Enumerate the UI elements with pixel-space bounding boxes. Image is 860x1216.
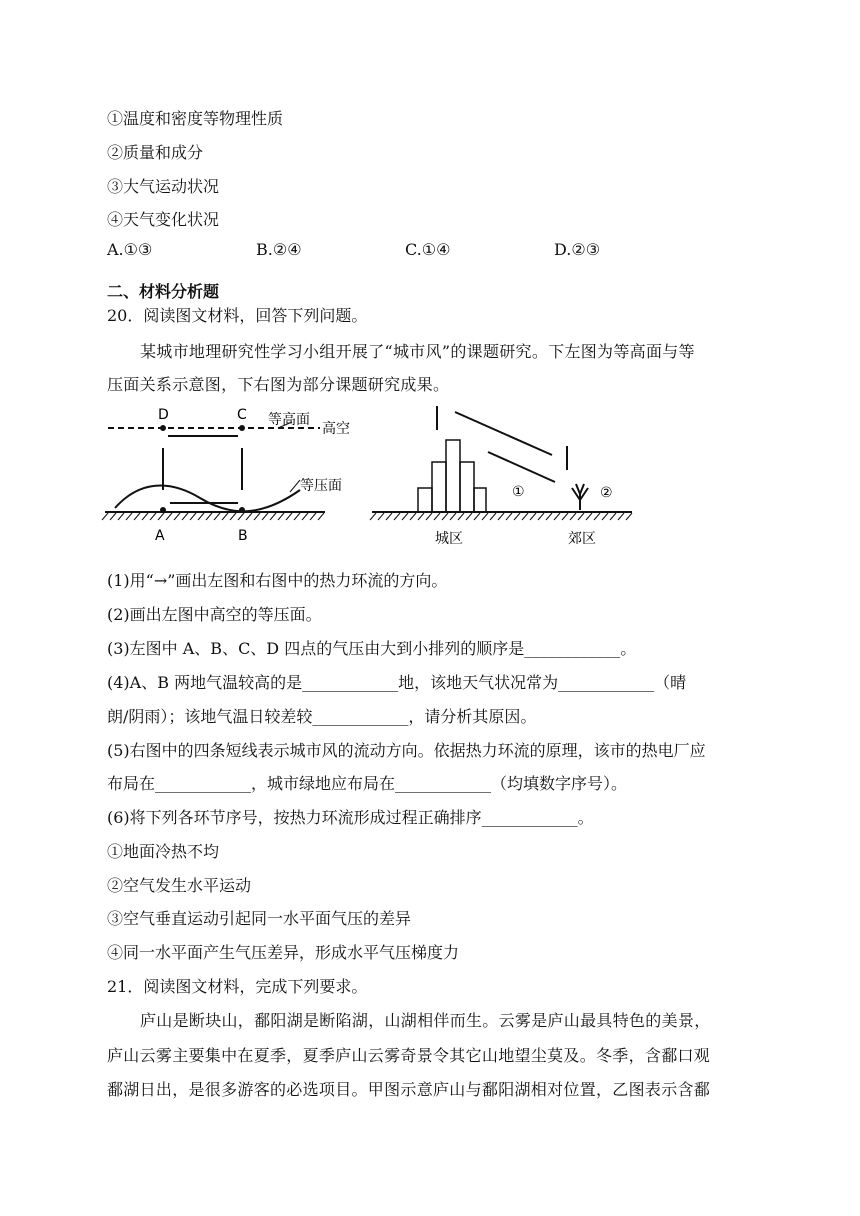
left-ground-hatch: [102, 513, 324, 520]
q20-sub-5a: (5)右图中的四条短线表示城市风的流动方向。依据热力环流的原理，该市的热电厂应: [107, 741, 706, 760]
q19-option-b: B.②④: [256, 240, 302, 259]
q20-sub-4a: (4)A、B 两地气温较高的是____________地，该地天气状况常为____________（晴: [107, 673, 687, 692]
q20-material-line-1: 某城市地理研究性学习小组开展了“城市风”的课题研究。下左图为等高面与等: [140, 342, 695, 361]
marker-1: ①: [512, 484, 525, 500]
label-high-altitude: 高空: [322, 421, 350, 437]
section-heading: 二、材料分析题: [107, 282, 220, 301]
q20-sub-1: (1)用“→”画出左图和右图中的热力环流的方向。: [107, 571, 448, 590]
q20-step-1: ①地面冷热不均: [107, 842, 220, 861]
flow-line-bottom: [488, 452, 555, 482]
label-city: 城区: [435, 531, 463, 547]
q20-step-4: ④同一水平面产生气压差异，形成水平气压梯度力: [107, 943, 460, 962]
q19-option-c: C.①④: [405, 240, 451, 259]
q20-sub-6: (6)将下列各环节序号，按热力环流形成过程正确排序____________。: [107, 808, 594, 827]
q20-step-2: ②空气发生水平运动: [107, 876, 252, 895]
label-d: D: [158, 407, 169, 423]
building-5: [474, 488, 486, 512]
q21-material-line-3: 鄱湖日出，是很多游客的必选项目。甲图示意庐山与鄱阳湖相对位置，乙图表示含鄱: [107, 1080, 711, 1099]
q21-material-line-1: 庐山是断块山，鄱阳湖是断陷湖，山湖相伴而生。云雾是庐山最具特色的美景，: [140, 1011, 711, 1030]
building-1: [418, 488, 432, 512]
q20-sub-5b: 布局在____________，城市绿地应布局在____________（均填数字序号）。: [107, 774, 628, 793]
q19-item-3: ③大气运动状况: [107, 177, 220, 196]
building-4: [460, 462, 474, 512]
q20-stem: 20．阅读图文材料，回答下列问题。: [107, 306, 368, 325]
q19-option-a: A.①③: [107, 240, 153, 259]
q19-item-2: ②质量和成分: [107, 143, 204, 162]
q20-sub-4b: 朗/阴雨）；该地气温日较差较____________，请分析其原因。: [107, 707, 537, 726]
label-b: B: [238, 528, 248, 544]
q20-sub-2: (2)画出左图中高空的等压面。: [107, 605, 322, 624]
q20-step-3: ③空气垂直运动引起同一水平面气压的差异: [107, 909, 412, 928]
point-b: [239, 507, 245, 513]
q19-item-1: ①温度和密度等物理性质: [107, 109, 284, 128]
label-isobar: 等压面: [300, 478, 342, 494]
q20-figure-svg: [100, 400, 640, 550]
label-suburb: 郊区: [568, 531, 596, 547]
tree-icon: [572, 484, 588, 510]
flow-line-top: [455, 412, 552, 455]
marker-2: ②: [600, 485, 613, 501]
label-isoheight: 等高面: [268, 412, 310, 428]
left-diagram: [102, 407, 350, 544]
q19-item-4: ④天气变化状况: [107, 210, 220, 229]
point-d: [160, 425, 166, 431]
q21-material-line-2: 庐山云雾主要集中在夏季，夏季庐山云雾奇景令其它山地望尘莫及。冬季，含鄱口观: [107, 1046, 711, 1065]
building-2: [432, 462, 446, 512]
label-a: A: [155, 528, 165, 544]
label-c: C: [237, 407, 247, 423]
right-diagram: [370, 406, 632, 547]
q19-option-d: D.②③: [554, 240, 601, 259]
q20-figure: [100, 400, 640, 554]
q21-stem: 21．阅读图文材料，完成下列要求。: [107, 977, 368, 996]
isobar-curve: [115, 486, 300, 512]
q20-sub-3: (3)左图中 A、B、C、D 四点的气压由大到小排列的顺序是____________。: [107, 639, 637, 658]
point-c: [239, 425, 245, 431]
q20-material-line-2: 压面关系示意图，下右图为部分课题研究成果。: [107, 375, 450, 394]
point-a: [160, 507, 166, 513]
building-3: [446, 440, 460, 512]
right-ground-hatch: [370, 513, 632, 520]
